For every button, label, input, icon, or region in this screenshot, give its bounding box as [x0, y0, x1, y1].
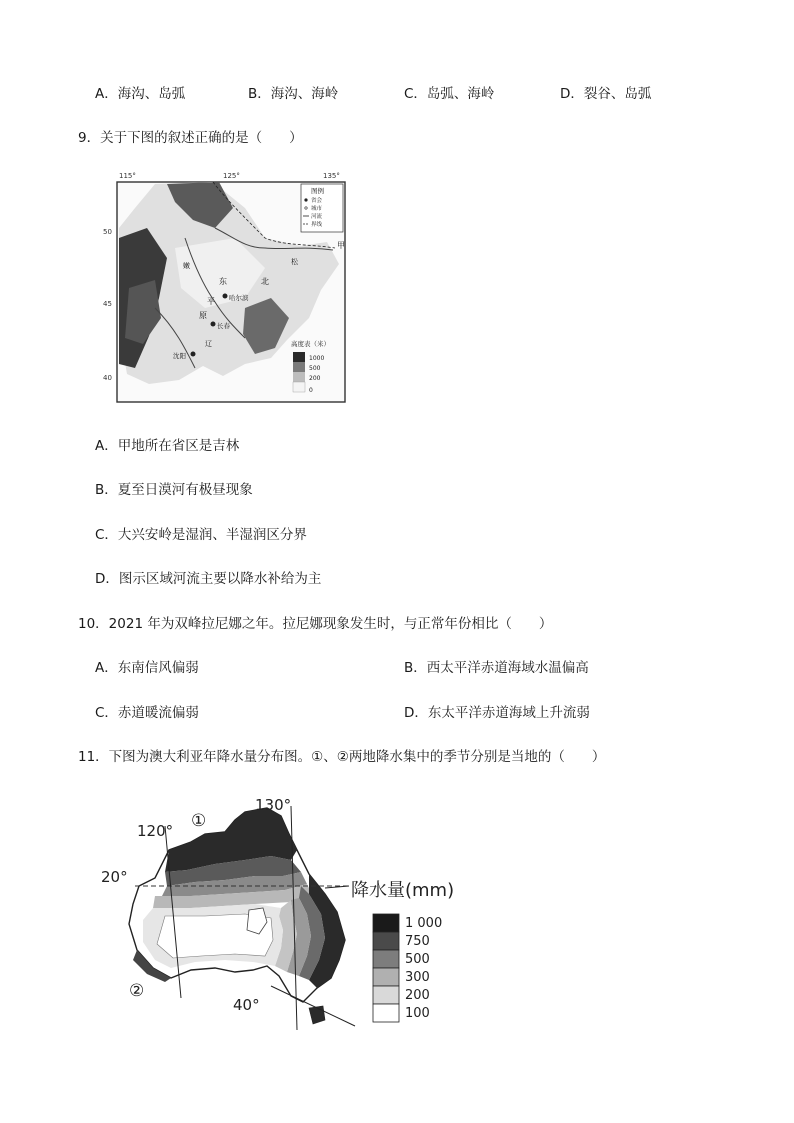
- label-harbin: 哈尔滨: [229, 294, 249, 302]
- q9-stem: 9．关于下图的叙述正确的是（ ）: [78, 130, 303, 146]
- label-song: 松: [291, 258, 298, 266]
- rainfall-legend-swatch: [373, 986, 399, 1004]
- lon-label-130: 130°: [255, 796, 292, 814]
- q9-option-d[interactable]: D．图示区域河流主要以降水补给为主: [95, 571, 322, 587]
- tasmania: [309, 1006, 325, 1024]
- elev-swatch-0: [293, 382, 305, 392]
- legend-capital-icon: [304, 198, 307, 201]
- legend-river: 河流: [311, 214, 323, 220]
- rainfall-legend-swatch: [373, 914, 399, 932]
- city-changchun-dot: [211, 322, 216, 327]
- rainfall-legend-label: 1 000: [405, 916, 443, 931]
- q10-option-a[interactable]: A．东南信风偏弱: [95, 660, 199, 676]
- rainfall-legend-label: 100: [405, 1006, 430, 1021]
- q8-option-d[interactable]: D．裂谷、岛弧: [560, 86, 652, 102]
- q9-northeast-china-map: [95, 168, 353, 408]
- label-nen: 嫩: [183, 262, 190, 270]
- point-2-label: ②: [129, 981, 145, 1001]
- rainfall-legend-label: 750: [405, 934, 430, 949]
- q9-option-a[interactable]: A．甲地所在省区是吉林: [95, 438, 240, 454]
- q10-option-c[interactable]: C．赤道暖流偏弱: [95, 705, 199, 721]
- elev-swatch-1000: [293, 352, 305, 362]
- label-changchun: 长春: [217, 322, 230, 330]
- rainfall-legend-title: 降水量(mm): [351, 880, 455, 901]
- label-ping: 平: [207, 297, 215, 306]
- rainfall-legend-swatch: [373, 932, 399, 950]
- elev-label-1000: 1000: [309, 355, 325, 362]
- elev-swatch-500: [293, 362, 305, 372]
- q8-option-b[interactable]: B．海沟、海岭: [248, 86, 339, 102]
- q11-australia-rainfall-map: [95, 790, 465, 1040]
- label-yuan: 原: [199, 311, 207, 320]
- elev-label-500: 500: [309, 365, 321, 372]
- rainfall-legend-label: 500: [405, 952, 430, 967]
- q9-option-b[interactable]: B．夏至日漠河有极昼现象: [95, 482, 253, 498]
- lon-label-120: 120°: [137, 822, 174, 840]
- rainfall-legend: [373, 914, 442, 1022]
- rainfall-legend-swatch: [373, 950, 399, 968]
- q11-stem: 11．下图为澳大利亚年降水量分布图。①、②两地降水集中的季节分别是当地的（ ）: [78, 749, 606, 765]
- rainfall-legend-swatch: [373, 1004, 399, 1022]
- legend-city: 城市: [311, 206, 323, 212]
- q8-option-c[interactable]: C．岛弧、海岭: [404, 86, 495, 102]
- city-shenyang-dot: [191, 352, 196, 357]
- lat-label-45: 45: [103, 300, 112, 308]
- q8-option-a[interactable]: A．海沟、岛弧: [95, 86, 186, 102]
- q10-stem: 10．2021 年为双峰拉尼娜之年。拉尼娜现象发生时，与正常年份相比（ ）: [78, 616, 553, 632]
- lon-label-135: 135°: [323, 172, 340, 180]
- legend-title: 图例: [311, 187, 324, 195]
- lat-label-20: 20°: [101, 868, 128, 886]
- lat-label-40: 40: [103, 374, 112, 382]
- elev-label-0: 0: [309, 387, 313, 394]
- label-liao: 辽: [205, 340, 212, 348]
- label-shenyang: 沈阳: [173, 352, 186, 360]
- q9-option-c[interactable]: C．大兴安岭是湿润、半湿润区分界: [95, 527, 307, 543]
- elev-swatch-200: [293, 372, 305, 382]
- elev-label-200: 200: [309, 375, 321, 382]
- label-dong: 东: [219, 277, 227, 286]
- q10-option-d[interactable]: D．东太平洋赤道海域上升流弱: [404, 705, 590, 721]
- elevation-title: 高度表（米）: [291, 340, 330, 348]
- lat-label-40: 40°: [233, 996, 260, 1014]
- legend-capital: 省会: [311, 198, 323, 204]
- city-harbin-dot: [223, 294, 228, 299]
- legend-border: 界线: [311, 222, 323, 228]
- point-1-label: ①: [191, 811, 207, 831]
- label-bei: 北: [261, 277, 269, 286]
- label-jia: 甲: [337, 241, 345, 250]
- q10-option-b[interactable]: B．西太平洋赤道海域水温偏高: [404, 660, 589, 676]
- rainfall-legend-swatch: [373, 968, 399, 986]
- rainfall-legend-label: 200: [405, 988, 430, 1003]
- lon-label-115: 115°: [119, 172, 136, 180]
- rainfall-legend-label: 300: [405, 970, 430, 985]
- lat-label-50: 50: [103, 228, 112, 236]
- lon-label-125: 125°: [223, 172, 240, 180]
